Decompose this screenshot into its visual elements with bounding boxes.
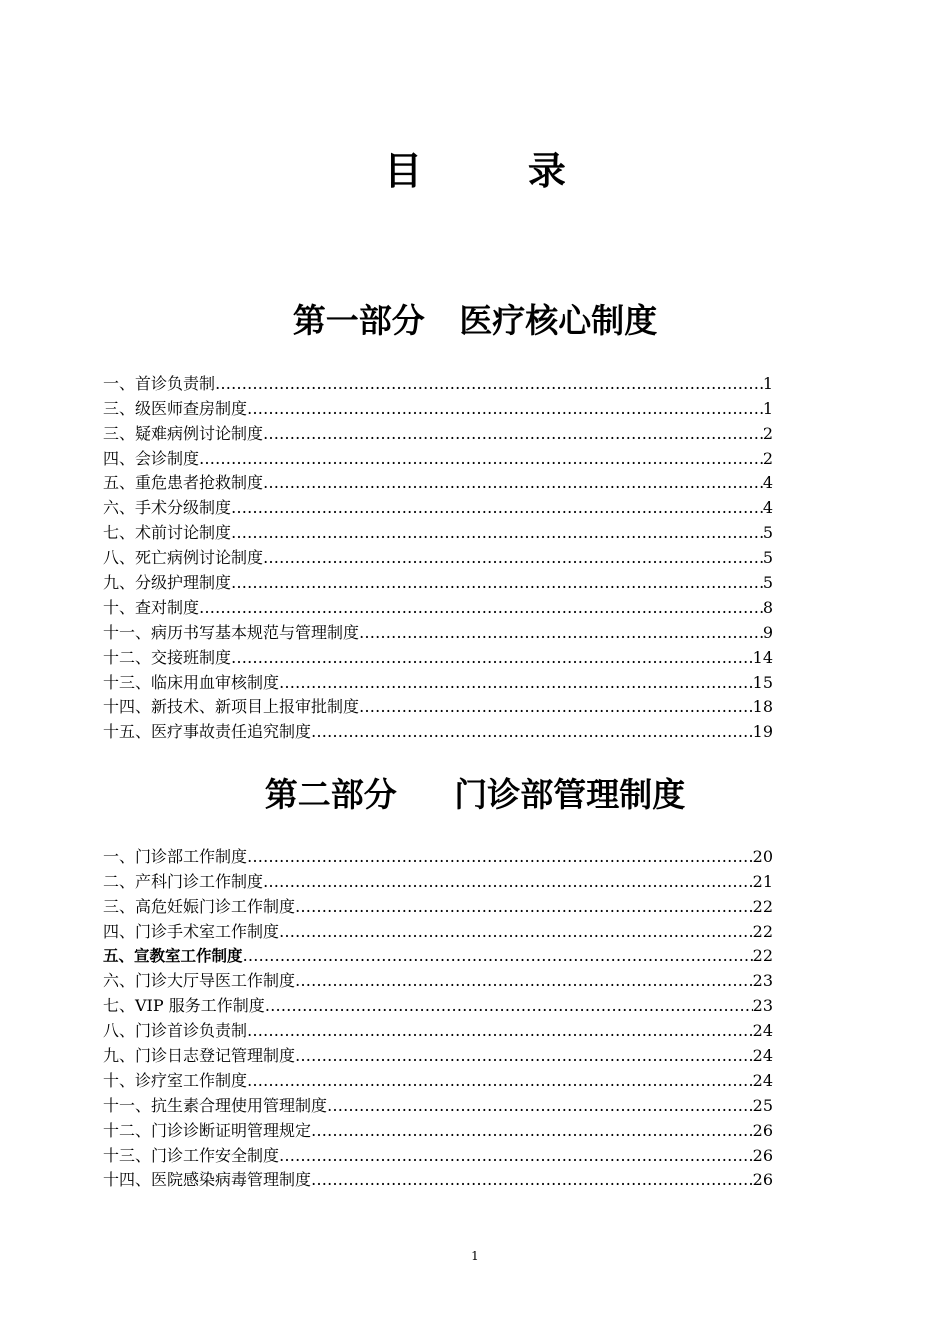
toc-entry-page-number: 1 xyxy=(762,398,773,418)
toc-entry[interactable] xyxy=(103,644,773,669)
toc-entry[interactable] xyxy=(103,619,773,644)
toc-entry-label: 三、级医师查房制度 xyxy=(103,398,248,418)
toc-entry[interactable] xyxy=(103,843,773,868)
toc-dot-leader xyxy=(231,497,763,519)
toc-entry-label: 四、门诊手术室工作制度 xyxy=(103,921,280,941)
toc-dot-leader xyxy=(279,1145,753,1167)
toc-entry[interactable] xyxy=(103,494,773,519)
toc-entry[interactable] xyxy=(103,370,773,395)
toc-entry-label: 十二、门诊诊断证明管理规定 xyxy=(103,1120,312,1140)
toc-dot-leader xyxy=(359,696,753,718)
toc-dot-leader xyxy=(279,672,753,694)
toc-entry-label: 五、重危患者抢救制度 xyxy=(103,473,264,493)
toc-entry-label: 四、会诊制度 xyxy=(103,448,200,468)
toc-entry-label: 十、诊疗室工作制度 xyxy=(103,1070,248,1090)
toc-entry-label: 十三、门诊工作安全制度 xyxy=(103,1145,280,1165)
toc-entry[interactable] xyxy=(103,1042,773,1067)
toc-entry-page-number: 25 xyxy=(752,1095,773,1115)
toc-entry-label: 七、术前讨论制度 xyxy=(103,523,232,543)
toc-entry[interactable] xyxy=(103,594,773,619)
toc-dot-leader xyxy=(247,846,753,868)
toc-entry-page-number: 9 xyxy=(762,622,773,642)
toc-entry[interactable] xyxy=(103,1142,773,1167)
toc-entry-label: 十二、交接班制度 xyxy=(103,647,232,667)
toc-dot-leader xyxy=(265,995,753,1017)
toc-dot-leader xyxy=(279,921,753,943)
toc-entry[interactable] xyxy=(103,1092,773,1117)
toc-entry-page-number: 15 xyxy=(752,672,773,692)
toc-entry-label: 十一、抗生素合理使用管理制度 xyxy=(103,1095,328,1115)
toc-dot-leader xyxy=(231,647,753,669)
toc-entry[interactable] xyxy=(103,718,773,743)
toc-entry-page-number: 19 xyxy=(752,722,773,742)
toc-entry-page-number: 23 xyxy=(752,971,773,991)
toc-entry[interactable] xyxy=(103,1167,773,1192)
toc-dot-leader xyxy=(199,448,763,470)
toc-entry-page-number: 2 xyxy=(762,448,773,468)
toc-entry[interactable] xyxy=(103,694,773,719)
toc-entry[interactable] xyxy=(103,544,773,569)
toc-entry-label: 八、死亡病例讨论制度 xyxy=(103,548,264,568)
toc-entry[interactable] xyxy=(103,669,773,694)
toc-entry-label: 九、分级护理制度 xyxy=(103,573,232,593)
toc-dot-leader xyxy=(231,522,763,544)
toc-entry-page-number: 2 xyxy=(762,423,773,443)
page-number: 1 xyxy=(471,1249,479,1263)
toc-entry-page-number: 5 xyxy=(762,548,773,568)
toc-dot-leader xyxy=(359,622,763,644)
toc-entry-label: 三、疑难病例讨论制度 xyxy=(103,423,264,443)
toc-entry[interactable] xyxy=(103,519,773,544)
toc-entry-page-number: 8 xyxy=(762,597,773,617)
toc-entry-page-number: 20 xyxy=(752,846,773,866)
toc-entry-label: 八、门诊首诊负责制 xyxy=(103,1021,248,1041)
toc-entry-page-number: 22 xyxy=(752,896,773,916)
toc-entry[interactable] xyxy=(103,1067,773,1092)
toc-entry-page-number: 14 xyxy=(752,647,773,667)
toc-entry-label: 六、门诊大厅导医工作制度 xyxy=(103,971,296,991)
toc-entry[interactable] xyxy=(103,893,773,918)
toc-entry[interactable] xyxy=(103,967,773,992)
toc-dot-leader xyxy=(311,1120,753,1142)
section-heading-part-2: 第二部分 门诊部管理制度 xyxy=(264,775,686,814)
toc-entry-page-number: 18 xyxy=(752,697,773,717)
toc-entry-page-number: 26 xyxy=(752,1120,773,1140)
toc-entry[interactable] xyxy=(103,868,773,893)
toc-dot-leader xyxy=(311,721,753,743)
toc-entry-label: 十五、医疗事故责任追究制度 xyxy=(103,722,312,742)
toc-entry[interactable] xyxy=(103,420,773,445)
toc-entry-page-number: 4 xyxy=(762,498,773,518)
toc-dot-leader xyxy=(263,871,753,893)
document-title: 目 录 xyxy=(384,149,566,193)
toc-entry[interactable] xyxy=(103,470,773,495)
toc-dot-leader xyxy=(263,547,763,569)
toc-entry[interactable] xyxy=(103,992,773,1017)
toc-entry[interactable] xyxy=(103,1017,773,1042)
toc-entry-label: 五、宣教室工作制度 xyxy=(103,947,243,966)
toc-entry-page-number: 26 xyxy=(752,1145,773,1165)
toc-entry-page-number: 22 xyxy=(752,921,773,941)
toc-entry-page-number: 21 xyxy=(752,871,773,891)
toc-entry[interactable] xyxy=(103,445,773,470)
toc-entry[interactable] xyxy=(103,569,773,594)
toc-entry-label: 十、查对制度 xyxy=(103,597,200,617)
section-heading-part-1: 第一部分 医疗核心制度 xyxy=(292,301,658,340)
toc-entry[interactable] xyxy=(103,1117,773,1142)
toc-entry-page-number: 24 xyxy=(752,1021,773,1041)
toc-list-part-2 xyxy=(103,843,773,1191)
toc-entry-label: 九、门诊日志登记管理制度 xyxy=(103,1046,296,1066)
toc-dot-leader xyxy=(231,572,763,594)
toc-entry-label: 二、产科门诊工作制度 xyxy=(103,871,264,891)
toc-dot-leader xyxy=(243,945,753,967)
toc-entry-label: 七、VIP 服务工作制度 xyxy=(103,996,265,1016)
toc-dot-leader xyxy=(295,1045,753,1067)
toc-dot-leader xyxy=(327,1095,753,1117)
toc-entry[interactable] xyxy=(103,943,773,968)
toc-entry-page-number: 1 xyxy=(762,373,773,393)
toc-dot-leader xyxy=(247,398,763,420)
toc-dot-leader xyxy=(247,1070,753,1092)
toc-dot-leader xyxy=(199,597,763,619)
toc-entry-label: 十三、临床用血审核制度 xyxy=(103,672,280,692)
toc-entry-page-number: 22 xyxy=(752,946,773,966)
toc-entry-page-number: 4 xyxy=(762,473,773,493)
toc-entry-label: 一、门诊部工作制度 xyxy=(103,846,248,866)
toc-entry-label: 十四、医院感染病毒管理制度 xyxy=(103,1170,312,1190)
toc-dot-leader xyxy=(263,423,763,445)
toc-entry[interactable] xyxy=(103,918,773,943)
toc-dot-leader xyxy=(311,1169,753,1191)
toc-entry-label: 一、首诊负责制 xyxy=(103,373,216,393)
toc-entry-page-number: 24 xyxy=(752,1046,773,1066)
toc-entry[interactable] xyxy=(103,395,773,420)
toc-entry-label: 三、高危妊娠门诊工作制度 xyxy=(103,896,296,916)
toc-dot-leader xyxy=(295,970,753,992)
toc-dot-leader xyxy=(263,472,763,494)
toc-entry-label: 十四、新技术、新项目上报审批制度 xyxy=(103,697,360,717)
toc-entry-label: 六、手术分级制度 xyxy=(103,498,232,518)
toc-entry-label: 十一、病历书写基本规范与管理制度 xyxy=(103,622,360,642)
toc-entry-page-number: 24 xyxy=(752,1070,773,1090)
toc-dot-leader xyxy=(295,896,753,918)
toc-dot-leader xyxy=(247,1020,753,1042)
toc-entry-page-number: 23 xyxy=(752,996,773,1016)
toc-dot-leader xyxy=(215,373,763,395)
toc-entry-page-number: 26 xyxy=(752,1170,773,1190)
toc-entry-page-number: 5 xyxy=(762,573,773,593)
toc-list-part-1 xyxy=(103,370,773,743)
toc-entry-page-number: 5 xyxy=(762,523,773,543)
